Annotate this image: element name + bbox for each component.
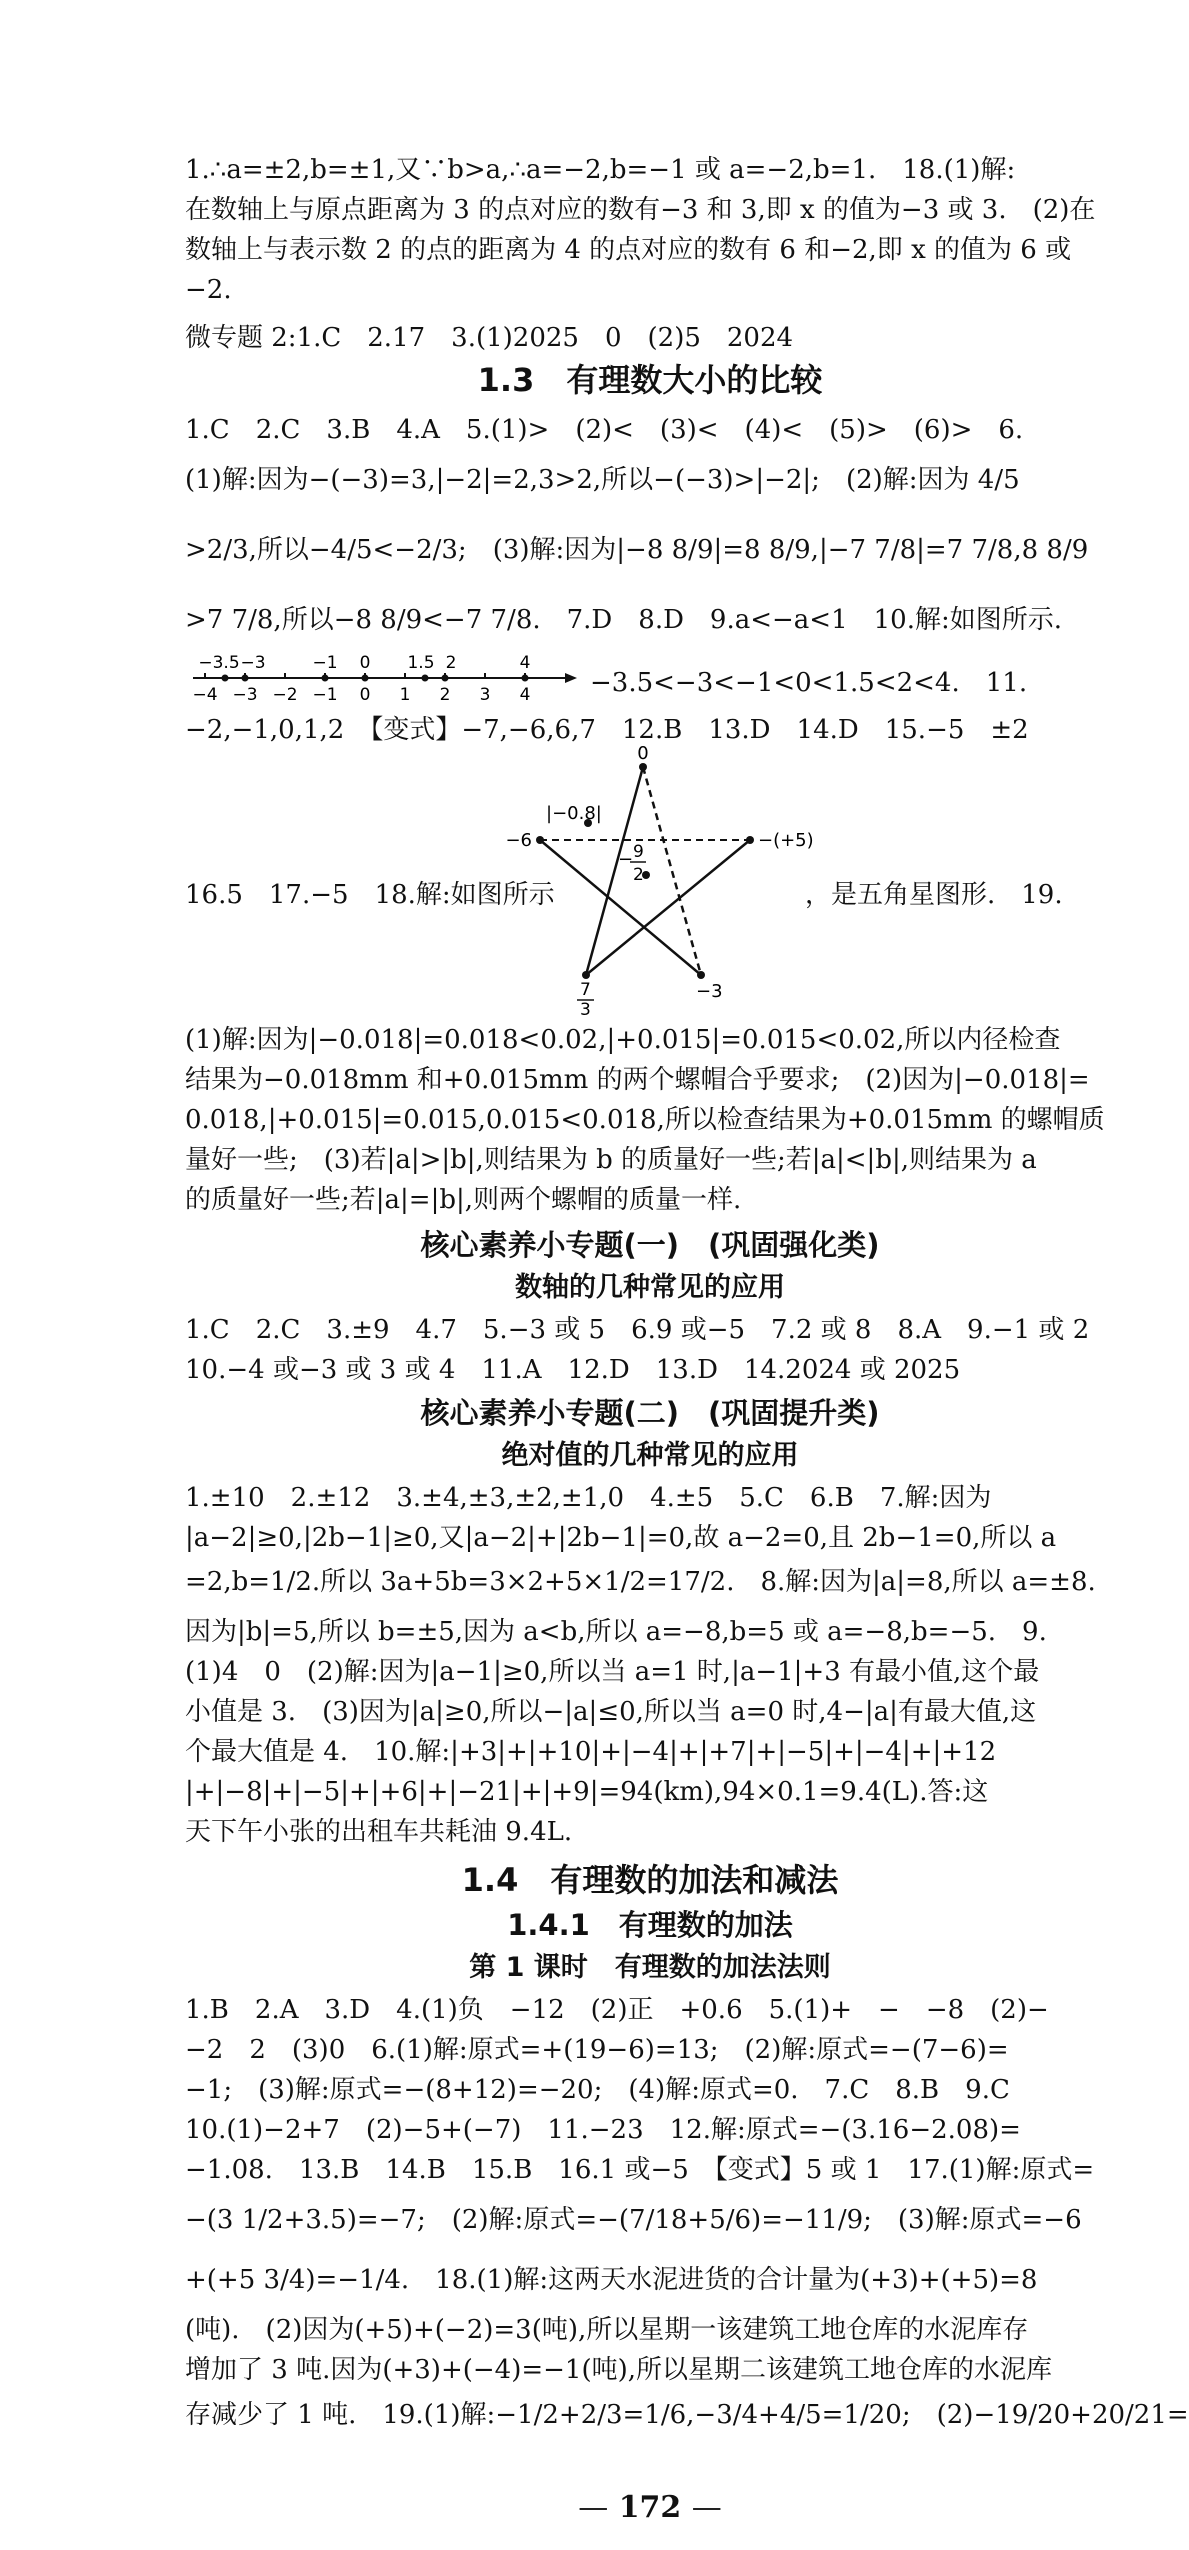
text-line: 1.C 2.C 3.B 4.A 5.(1)> (2)< (3)< (4)< (5)> (6)> 6. bbox=[185, 415, 1024, 445]
text-line: −2,−1,0,1,2 【变式】−7,−6,6,7 12.B 13.D 14.D 15.−5 ±2 bbox=[185, 715, 1029, 745]
number-line-point-label: −1 bbox=[312, 653, 338, 673]
text-line: >2/3,所以−4/5<−2/3; (3)解:因为|−8 8/9|=8 8/9,|−7 7/8|=7 7/8,8 8/9 bbox=[185, 535, 1089, 565]
text-line: 10.−4 或−3 或 3 或 4 11.A 12.D 13.D 14.2024 或 2025 bbox=[185, 1355, 961, 1385]
text-line: 数轴上与表示数 2 的点的距离为 4 的点对应的数有 6 和−2,即 x 的值为 6 或 bbox=[185, 235, 1072, 265]
text-line: 1.±10 2.±12 3.±4,±3,±2,±1,0 4.±5 5.C 6.B 7.解:因为 bbox=[185, 1483, 992, 1513]
text-line: −2. bbox=[185, 275, 232, 305]
number-line-tick-label: −3 bbox=[232, 685, 258, 705]
number-line-point bbox=[222, 675, 229, 682]
text-line: 增加了 3 吨.因为(+3)+(−4)=−1(吨),所以星期二该建筑工地仓库的水泥库 bbox=[185, 2355, 1053, 2385]
number-line-tick-label: −1 bbox=[312, 685, 338, 705]
number-line-point bbox=[442, 675, 449, 682]
text-line: 16.5 17.−5 18.解:如图所示 bbox=[185, 880, 555, 910]
text-line: 的质量好一些;若|a|=|b|,则两个螺帽的质量一样. bbox=[185, 1185, 742, 1215]
text-line: 1.∴a=±2,b=±1,又∵b>a,∴a=−2,b=−1 或 a=−2,b=1. 18.(1)解: bbox=[185, 155, 1016, 185]
page-dash-right: — bbox=[691, 2490, 722, 2525]
topic-subheading-1: 数轴的几种常见的应用 bbox=[515, 1272, 785, 1303]
page-dash-left: — bbox=[578, 2490, 609, 2525]
lesson-heading: 第 1 课时 有理数的加法法则 bbox=[469, 1952, 831, 1983]
number-line-point-label: −3.5 bbox=[198, 653, 240, 673]
page-number: 172 bbox=[618, 2490, 682, 2525]
text-line: >7 7/8,所以−8 8/9<−7 7/8. 7.D 8.D 9.a<−a<1 10.解:如图所示. bbox=[185, 605, 1063, 635]
text-line: 微专题 2:1.C 2.17 3.(1)2025 0 (2)5 2024 bbox=[185, 323, 794, 353]
text-line: 1.C 2.C 3.±9 4.7 5.−3 或 5 6.9 或−5 7.2 或 8 8.A 9.−1 或 2 bbox=[185, 1315, 1090, 1345]
number-line-point bbox=[422, 675, 429, 682]
star-label-bl-num: 7 bbox=[580, 980, 591, 1000]
text-line: =2,b=1/2.所以 3a+5b=3×2+5×1/2=17/2. 8.解:因为|a|=8,所以 a=±8. bbox=[185, 1567, 1096, 1597]
text-line: −3.5<−3<−1<0<1.5<2<4. 11. bbox=[590, 668, 1028, 698]
number-line-point bbox=[242, 675, 249, 682]
text-line: |+|−8|+|−5|+|+6|+|−21|+|+9|=94(km),94×0.1=9.4(L).答:这 bbox=[185, 1777, 989, 1807]
text-line: 结果为−0.018mm 和+0.015mm 的两个螺帽合乎要求; (2)因为|−0.018|= bbox=[185, 1065, 1090, 1095]
text-line: 存减少了 1 吨. 19.(1)解:−1/2+2/3=1/6,−3/4+4/5=1/20; (2)−19/20+20/21= bbox=[185, 2400, 1189, 2430]
text-line: −2 2 (3)0 6.(1)解:原式=+(19−6)=13; (2)解:原式=−(7−6)= bbox=[185, 2035, 1009, 2065]
text-line: 1.B 2.A 3.D 4.(1)负 −12 (2)正 +0.6 5.(1)+ − −8 (2)− bbox=[185, 1995, 1049, 2025]
number-line-point bbox=[322, 675, 329, 682]
star-label-top: 0 bbox=[637, 743, 649, 764]
star-label-center-num: 9 bbox=[633, 842, 644, 862]
number-line-figure bbox=[185, 640, 585, 710]
section-heading-1-4: 1.4 有理数的加法和减法 bbox=[461, 1861, 839, 1899]
star-label-left: −6 bbox=[505, 830, 532, 851]
number-line-point bbox=[362, 675, 369, 682]
number-line-tick-label: −2 bbox=[272, 685, 298, 705]
text-line: (1)解:因为−(−3)=3,|−2|=2,3>2,所以−(−3)>|−2|; (2)解:因为 4/5 bbox=[185, 465, 1020, 495]
star-label-abs: |−0.8| bbox=[546, 803, 602, 824]
text-line: +(+5 3/4)=−1/4. 18.(1)解:这两天水泥进货的合计量为(+3)+(+5)=8 bbox=[185, 2265, 1038, 2295]
text-line: 小值是 3. (3)因为|a|≥0,所以−|a|≤0,所以当 a=0 时,4−|a|有最大值,这 bbox=[185, 1697, 1037, 1727]
number-line-point-label: 1.5 bbox=[407, 653, 435, 673]
number-line-point-label: 4 bbox=[519, 653, 531, 673]
text-line: (1)4 0 (2)解:因为|a−1|≥0,所以当 a=1 时,|a−1|+3 有最小值,这个最 bbox=[185, 1657, 1040, 1687]
text-line: 量好一些; (3)若|a|>|b|,则结果为 b 的质量好一些;若|a|<|b|,则结果为 a bbox=[185, 1145, 1037, 1175]
star-label-bl-den: 3 bbox=[580, 1000, 591, 1020]
number-line-tick-label: −4 bbox=[192, 685, 218, 705]
text-line: −1.08. 13.B 14.B 15.B 16.1 或−5 【变式】5 或 1 17.(1)解:原式= bbox=[185, 2155, 1095, 2185]
star-label-br: −3 bbox=[696, 981, 723, 1002]
number-line-point-label: 2 bbox=[445, 653, 457, 673]
number-line-point-label: −3 bbox=[240, 653, 266, 673]
topic-heading-2: 核心素养小专题(二) (巩固提升类) bbox=[420, 1396, 880, 1430]
star-label-center-sign: − bbox=[618, 849, 634, 870]
number-line-point bbox=[522, 675, 529, 682]
section-heading-1-3: 1.3 有理数大小的比较 bbox=[477, 361, 823, 399]
section-heading-1-4-1: 1.4.1 有理数的加法 bbox=[507, 1908, 793, 1942]
text-line: ，是五角星图形. 19. bbox=[805, 880, 1063, 910]
text-line: 天下午小张的出租车共耗油 9.4L. bbox=[185, 1817, 573, 1847]
text-line: −(3 1/2+3.5)=−7; (2)解:原式=−(7/18+5/6)=−11/9; (3)解:原式=−6 bbox=[185, 2205, 1082, 2235]
text-line: (吨). (2)因为(+5)+(−2)=3(吨),所以星期一该建筑工地仓库的水泥库存 bbox=[185, 2315, 1029, 2345]
star-label-right: −(+5) bbox=[758, 830, 814, 851]
topic-heading-1: 核心素养小专题(一) (巩固强化类) bbox=[420, 1228, 880, 1262]
text-line: −1; (3)解:原式=−(8+12)=−20; (4)解:原式=0. 7.C 8.B 9.C bbox=[185, 2075, 1010, 2105]
text-line: 10.(1)−2+7 (2)−5+(−7) 11.−23 12.解:原式=−(3.16−2.08)= bbox=[185, 2115, 1021, 2145]
number-line-tick-label: 3 bbox=[479, 685, 491, 705]
text-line: 个最大值是 4. 10.解:|+3|+|+10|+|−4|+|+7|+|−5|+|−4|+|+12 bbox=[185, 1737, 997, 1767]
star-label-center-den: 2 bbox=[633, 865, 644, 885]
text-line: 0.018,|+0.015|=0.015,0.015<0.018,所以检查结果为+0.015mm 的螺帽质 bbox=[185, 1105, 1105, 1135]
topic-subheading-2: 绝对值的几种常见的应用 bbox=[501, 1440, 799, 1471]
text-line: |a−2|≥0,|2b−1|≥0,又|a−2|+|2b−1|=0,故 a−2=0,且 2b−1=0,所以 a bbox=[185, 1523, 1057, 1553]
text-line: (1)解:因为|−0.018|=0.018<0.02,|+0.015|=0.015<0.02,所以内径检查 bbox=[185, 1025, 1061, 1055]
number-line-tick-label: 0 bbox=[359, 685, 371, 705]
text-line: 在数轴上与原点距离为 3 的点对应的数有−3 和 3,即 x 的值为−3 或 3. (2)在 bbox=[185, 195, 1096, 225]
number-line-point-label: 0 bbox=[359, 653, 371, 673]
number-line-tick-label: 1 bbox=[399, 685, 411, 705]
star-figure bbox=[470, 743, 814, 1020]
number-line-tick-label: 2 bbox=[439, 685, 451, 705]
page-number-row bbox=[185, 2490, 1115, 2525]
number-line-tick-label: 4 bbox=[519, 685, 531, 705]
text-line: 因为|b|=5,所以 b=±5,因为 a<b,所以 a=−8,b=5 或 a=−8,b=−5. 9. bbox=[185, 1617, 1047, 1647]
